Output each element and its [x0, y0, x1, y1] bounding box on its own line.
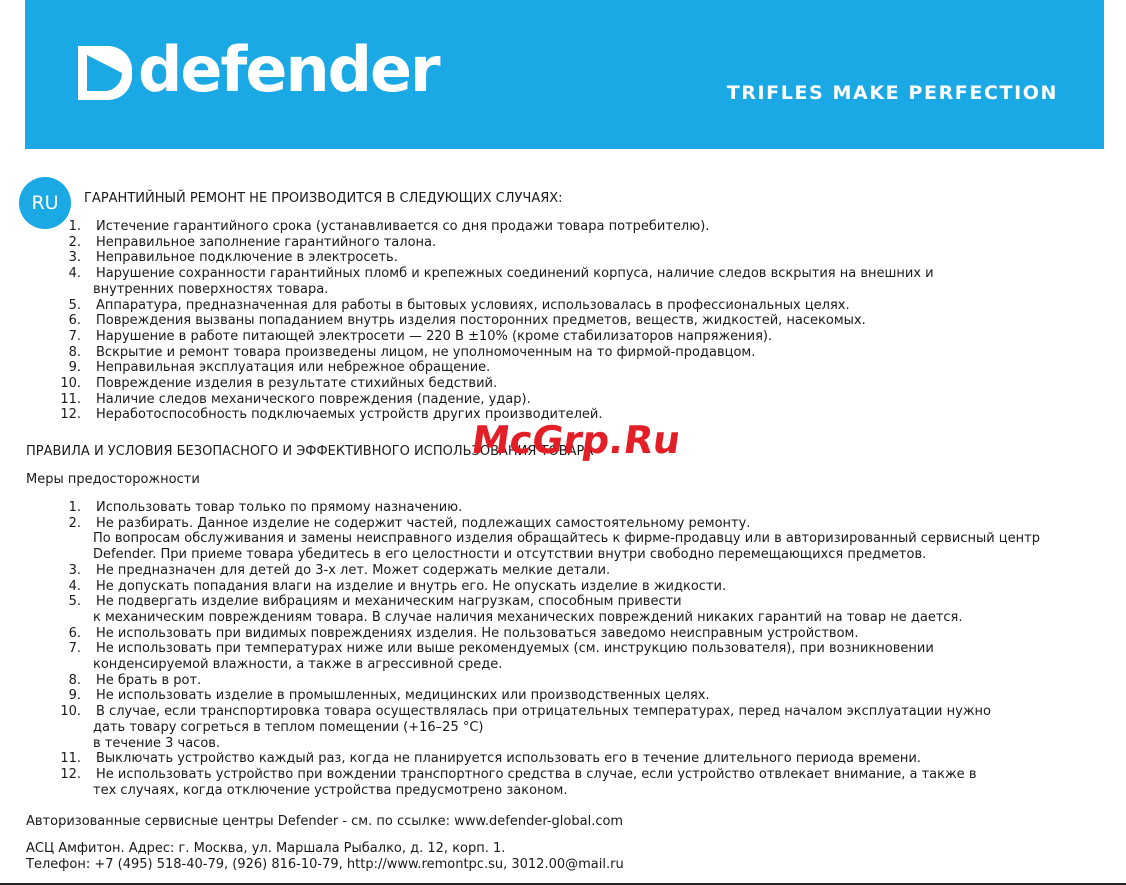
list-item-number: 7. — [68, 328, 81, 344]
list-item-text: к механическим повреждениям товара. В случае наличия механических повреждений никаких гарантий на товар не дается. — [93, 609, 963, 625]
list-item-number: 11. — [60, 751, 81, 767]
list-item-text: конденсируемой влажности, а также в агрессивной среде. — [93, 657, 503, 673]
list-item-continuation — [0, 783, 1040, 799]
list-item-text: Не использовать устройство при вождении транспортного средства в случае, если устройство отвлекает внимание, а также в — [96, 766, 977, 782]
list-item-continuation — [0, 531, 1040, 547]
list-item-text: внутренних поверхностях товара. — [93, 281, 329, 297]
defender-logo-icon — [78, 46, 132, 100]
list-item-text: Defender. При приеме товара убедитесь в его целостности и отсутствии внутри свободно перемещающихся предметов. — [93, 547, 927, 563]
brand-tagline: TRIFLES MAKE PERFECTION — [726, 82, 1058, 104]
list-item-number: 12. — [60, 766, 81, 782]
list-item — [0, 688, 1040, 704]
list-item-text: Неработоспособность подключаемых устройств других производителей. — [96, 407, 603, 423]
brand-name: defender — [138, 33, 439, 106]
brand-header — [25, 0, 1104, 149]
list-item — [0, 392, 934, 408]
list-item — [0, 626, 1040, 642]
list-item-number: 5. — [68, 594, 81, 610]
list-item-continuation — [0, 657, 1040, 673]
list-item-text: в течение 3 часов. — [93, 735, 221, 751]
list-item — [0, 563, 1040, 579]
watermark: McGrp.Ru — [468, 418, 684, 462]
list-item — [0, 516, 1040, 532]
list-item-text: Не допускать попадания влаги на изделие и внутрь его. Не опускать изделие в жидкости. — [96, 578, 727, 594]
list-item-text: Не разбирать. Данное изделие не содержит частей, подлежащих самостоятельному ремонту. — [96, 515, 751, 531]
list-item-number: 9. — [68, 360, 81, 376]
list-item-text: В случае, если транспортировка товара осуществлялась при отрицательных температурах, перед началом эксплуатации нужно — [96, 704, 992, 720]
list-item-text: Наличие следов механического повреждения (падение, удар). — [96, 391, 531, 407]
list-item-text: Не использовать изделие в промышленных, медицинских или производственных целях. — [96, 688, 710, 704]
list-item — [0, 579, 1040, 595]
list-item-number: 8. — [68, 672, 81, 688]
list-item-text: Вскрытие и ремонт товара произведены лицом, не уполномоченным на то фирмой-продавцом. — [96, 344, 756, 360]
list-item-text: Использовать товар только по прямому назначению. — [96, 500, 463, 515]
list-item-continuation — [0, 547, 1040, 563]
list-item-number: 7. — [68, 641, 81, 657]
list-item-text: Не использовать при видимых повреждениях изделия. Не пользоваться заведомо неисправным устройством. — [96, 625, 859, 641]
list-item — [0, 376, 934, 392]
list-item-text: Повреждение изделия в результате стихийных бедствий. — [96, 376, 498, 392]
language-badge: RU — [19, 177, 71, 229]
list-item-text: По вопросам обслуживания и замены неисправного изделия обращайтесь к фирме-продавцу или в авторизированный сервисный центр — [93, 531, 1040, 547]
precautions-list — [0, 500, 1040, 798]
list-item — [0, 219, 934, 235]
list-item-text: Выключать устройство каждый раз, когда не планируется использовать его в течение длительного периода времени. — [96, 751, 921, 767]
precautions-title: Меры предосторожности — [26, 472, 200, 487]
list-item — [0, 298, 934, 314]
list-item-text: Нарушение в работе питающей электросети — 220 В ±10% (кроме стабилизаторов напряжения). — [96, 328, 773, 344]
list-item-number: 10. — [60, 376, 81, 392]
list-item-number: 1. — [68, 219, 81, 234]
list-item — [0, 266, 934, 282]
list-item-text: тех случаях, когда отключение устройства предусмотрено законом. — [93, 782, 568, 798]
asc-phone: Телефон: +7 (495) 518-40-79, (926) 816-10-79, http://www.remontpc.su, 3012.00@mail.ru — [26, 857, 624, 872]
list-item-number: 5. — [68, 297, 81, 313]
list-item-number: 2. — [68, 234, 81, 250]
list-item-text: Не использовать при температурах ниже или выше рекомендуемых (см. инструкцию пользователя), при возникновении — [96, 641, 934, 657]
list-item-text: Неправильная эксплуатация или небрежное обращение. — [96, 360, 491, 376]
list-item — [0, 641, 1040, 657]
list-item-number: 6. — [68, 625, 81, 641]
list-item-text: Истечение гарантийного срока (устанавливается со дня продажи товара потребителю). — [96, 219, 710, 234]
list-item-text: Не подвергать изделие вибрациям и механическим нагрузкам, способным привести — [96, 594, 682, 610]
list-item — [0, 500, 1040, 516]
list-item — [0, 704, 1040, 720]
list-item — [0, 751, 1040, 767]
list-item — [0, 407, 934, 423]
list-item-number: 3. — [68, 562, 81, 578]
list-item — [0, 329, 934, 345]
list-item — [0, 250, 934, 266]
list-item-continuation — [0, 736, 1040, 752]
list-item-number: 4. — [68, 266, 81, 282]
list-item-number: 1. — [68, 500, 81, 515]
list-item — [0, 235, 934, 251]
list-item-number: 4. — [68, 578, 81, 594]
list-item-number: 8. — [68, 344, 81, 360]
list-item-text: дать товару согреться в теплом помещении (+16–25 °С) — [93, 719, 484, 735]
list-item — [0, 360, 934, 376]
list-item-text: Не предназначен для детей до 3-х лет. Может содержать мелкие детали. — [96, 562, 611, 578]
list-item-continuation — [0, 282, 934, 298]
list-item — [0, 673, 1040, 689]
list-item-number: 10. — [60, 704, 81, 720]
usage-rules-title: ПРАВИЛА И УСЛОВИЯ БЕЗОПАСНОГО И ЭФФЕКТИВНОГО ИСПОЛЬЗОВАНИЯ ТОВАРА — [26, 444, 594, 459]
list-item — [0, 767, 1040, 783]
list-item-continuation — [0, 610, 1040, 626]
asc-address: АСЦ Амфитон. Адрес: г. Москва, ул. Маршала Рыбалко, д. 12, корп. 1. — [26, 841, 506, 856]
list-item — [0, 594, 1040, 610]
list-item-text: Неправильное заполнение гарантийного талона. — [96, 234, 437, 250]
list-item-number: 9. — [68, 688, 81, 704]
service-centers-link-text: Авторизованные сервисные центры Defender - см. по ссылке: www.defender-global.com — [26, 814, 624, 829]
list-item-text: Аппаратура, предназначенная для работы в бытовых условиях, использовалась в профессиональных целях. — [96, 297, 850, 313]
list-item-text: Нарушение сохранности гарантийных пломб и крепежных соединений корпуса, наличие следов вскрытия на внешних и — [96, 266, 934, 282]
list-item-text: Неправильное подключение в электросеть. — [96, 250, 398, 266]
list-item-number: 3. — [68, 250, 81, 266]
warranty-exclusions-list — [0, 219, 934, 423]
list-item — [0, 345, 934, 361]
list-item-number: 11. — [60, 391, 81, 407]
list-item-number: 6. — [68, 313, 81, 329]
list-item-number: 2. — [68, 515, 81, 531]
list-item-continuation — [0, 720, 1040, 736]
warranty-exclusions-title: ГАРАНТИЙНЫЙ РЕМОНТ НЕ ПРОИЗВОДИТСЯ В СЛЕДУЮЩИХ СЛУЧАЯХ: — [84, 191, 563, 206]
list-item-number: 12. — [60, 407, 81, 423]
list-item-text: Повреждения вызваны попаданием внутрь изделия посторонних предметов, веществ, жидкостей, насекомых. — [96, 313, 866, 329]
list-item-text: Не брать в рот. — [96, 672, 202, 688]
list-item — [0, 313, 934, 329]
